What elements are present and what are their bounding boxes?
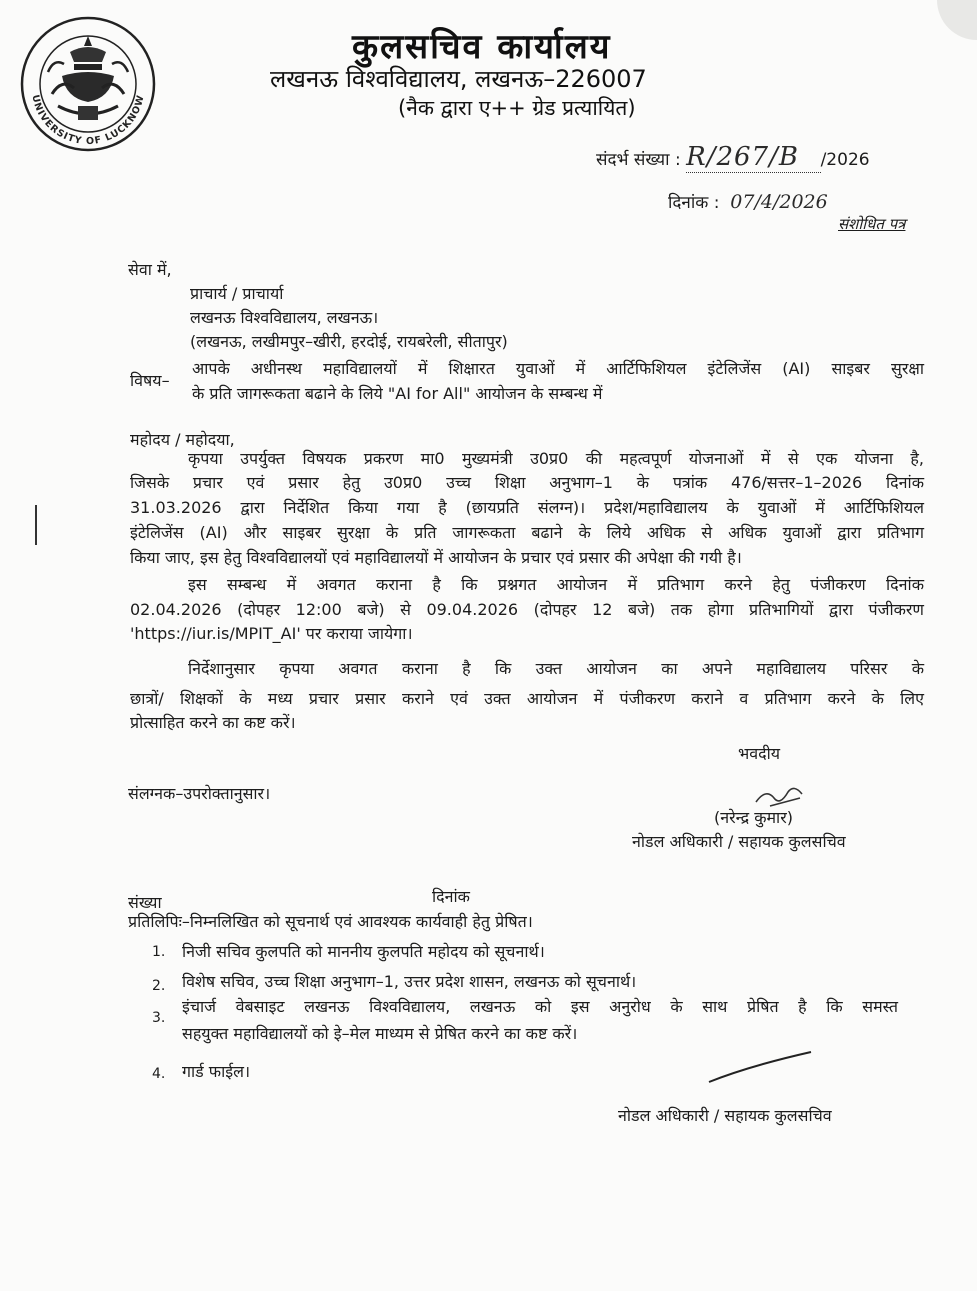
paragraph-2-line: इस सम्बन्ध में अवगत कराना है कि प्रश्नगत आयोजन में प्रतिभाग करने हेतु पंजीकरण दिनांक [188,575,924,594]
salutation: महोदय / महोदया, [130,430,235,449]
copy-item: गार्ड फाईल। [182,1062,251,1081]
paragraph-1-line: 31.03.2026 द्वारा निर्देशित किया गया है (छायप्रति संलग्न)। प्रदेश/महाविद्यालय के युवाओं में आर्टिफिशियल [130,498,924,517]
margin-pen-mark [35,505,37,545]
registration-link: 'https://iur.is/MPIT_AI' पर कराया जायेगा। [130,624,413,643]
reference-label: संदर्भ संख्या : [596,150,681,170]
paragraph-3-line: प्रोत्साहित करने का कष्ट करें। [130,713,296,732]
page-corner-shadow [937,0,977,40]
bhavdiya: भवदीय [738,744,781,763]
sankhya-label: संख्या [128,893,162,912]
address-line-1: प्राचार्य / प्राचार्या [190,284,284,303]
paragraph-3-line: छात्रों/ शिक्षकों के मध्य प्रचार प्रसार कराने एवं उक्त आयोजन में पंजीकरण कराने व प्रतिभाग करने के लिए [130,689,924,708]
copy-item-continued: सहयुक्त महाविद्यालयों को इे–मेल माध्यम से प्रेषित करने का कष्ट करें। [182,1024,578,1043]
signatory-designation: नोडल अधिकारी / सहायक कुलसचिव [632,832,846,851]
university-seal-logo [18,14,158,154]
reference-number [596,142,870,173]
subject-line-2: के प्रति जागरूकता बढाने के लिये "AI for All" आयोजन के सम्बन्ध में [192,384,603,403]
copy-designation: नोडल अधिकारी / सहायक कुलसचिव [618,1106,832,1125]
office-title: कुलसचिव कार्यालय [352,27,612,67]
copy-item-number: 2. [152,978,166,994]
paragraph-1-line: जिसके प्रचार एवं प्रसार हेतु उ0प्र0 उच्च शिक्षा अनुभाग–1 के पत्रांक 476/सत्तर–1–2026 दिनांक [130,473,924,492]
paragraph-1-line: कृपया उपर्युक्त विषयक प्रकरण मा0 मुख्यमंत्री उ0प्र0 की महत्वपूर्ण योजनाओं में से एक योजना है, [188,449,924,468]
copy-item-number: 4. [152,1066,166,1082]
paragraph-2-line: 02.04.2026 (दोपहर 12:00 बजे) से 09.04.2026 (दोपहर 12 बजे) तक होगा प्रतिभागियों द्वारा पंजीकरण [130,600,924,619]
subject-line-1: आपके अधीनस्थ महाविद्यालयों में शिक्षारत युवाओं में आर्टिफिशियल इंटेलिजेंस (AI) साइबर सुरक्षा [192,359,924,378]
copy-item: इंचार्ज वेबसाइट लखनऊ विश्वविद्यालय, लखनऊ को इस अनुरोध के साथ प्रेषित है कि समस्त [182,997,898,1016]
paragraph-1-line: इंटेलिजेंस (AI) और साइबर सुरक्षा के प्रति जागरूकता बढाने के लिये अधिक से अधिक युवाओं द्वारा प्रतिभाग [130,523,924,542]
copy-item: निजी सचिव कुलपति को माननीय कुलपति महोदय को सूचनार्थ। [182,942,545,961]
subject-label: विषय– [130,371,170,390]
date-value: 07/4/2026 [730,191,828,213]
dinank-label: दिनांक [432,887,470,906]
accreditation: (नैक द्वारा ए++ ग्रेड प्रत्यायित) [398,96,636,120]
address-line-3: (लखनऊ, लखीमपुर–खीरी, हरदोई, रायबरेली, सीतापुर) [190,332,508,351]
reference-year: /2026 [820,150,870,170]
enclosure-note: संलग्नक–उपरोक्तानुसार। [128,784,271,803]
date-line [668,190,833,213]
copy-item-number: 3. [152,1010,166,1026]
date-label: दिनांक : [668,193,720,213]
copy-intro: प्रतिलिपिः–निम्नलिखित को सूचनार्थ एवं आवश्यक कार्यवाही हेतु प्रेषित। [128,912,533,931]
revised-letter-note: संशोधित पत्र [838,215,906,233]
signatory-name: (नरेन्द्र कुमार) [714,808,793,827]
paragraph-1-line: किया जाए, इस हेतु विश्वविद्यालयों एवं महाविद्यालयों में आयोजन के प्रचार एवं प्रसार की अपेक्षा की गयी है। [130,548,742,567]
signature-mark-2 [705,1048,815,1088]
reference-value: R/267/B [686,142,799,172]
copy-item: विशेष सचिव, उच्च शिक्षा अनुभाग–1, उत्तर प्रदेश शासन, लखनऊ को सूचनार्थ। [182,972,637,991]
paragraph-3-line: निर्देशानुसार कृपया अवगत कराना है कि उक्त आयोजन का अपने महाविद्यालय परिसर के [188,659,924,678]
university-name: लखनऊ विश्वविद्यालय, लखनऊ–226007 [270,65,647,93]
copy-item-number: 1. [152,944,166,960]
seva-mein: सेवा में, [128,260,172,279]
seal-text: UNIVERSITY OF LUCKNOW [29,93,147,148]
address-line-2: लखनऊ विश्वविद्यालय, लखनऊ। [190,308,379,327]
